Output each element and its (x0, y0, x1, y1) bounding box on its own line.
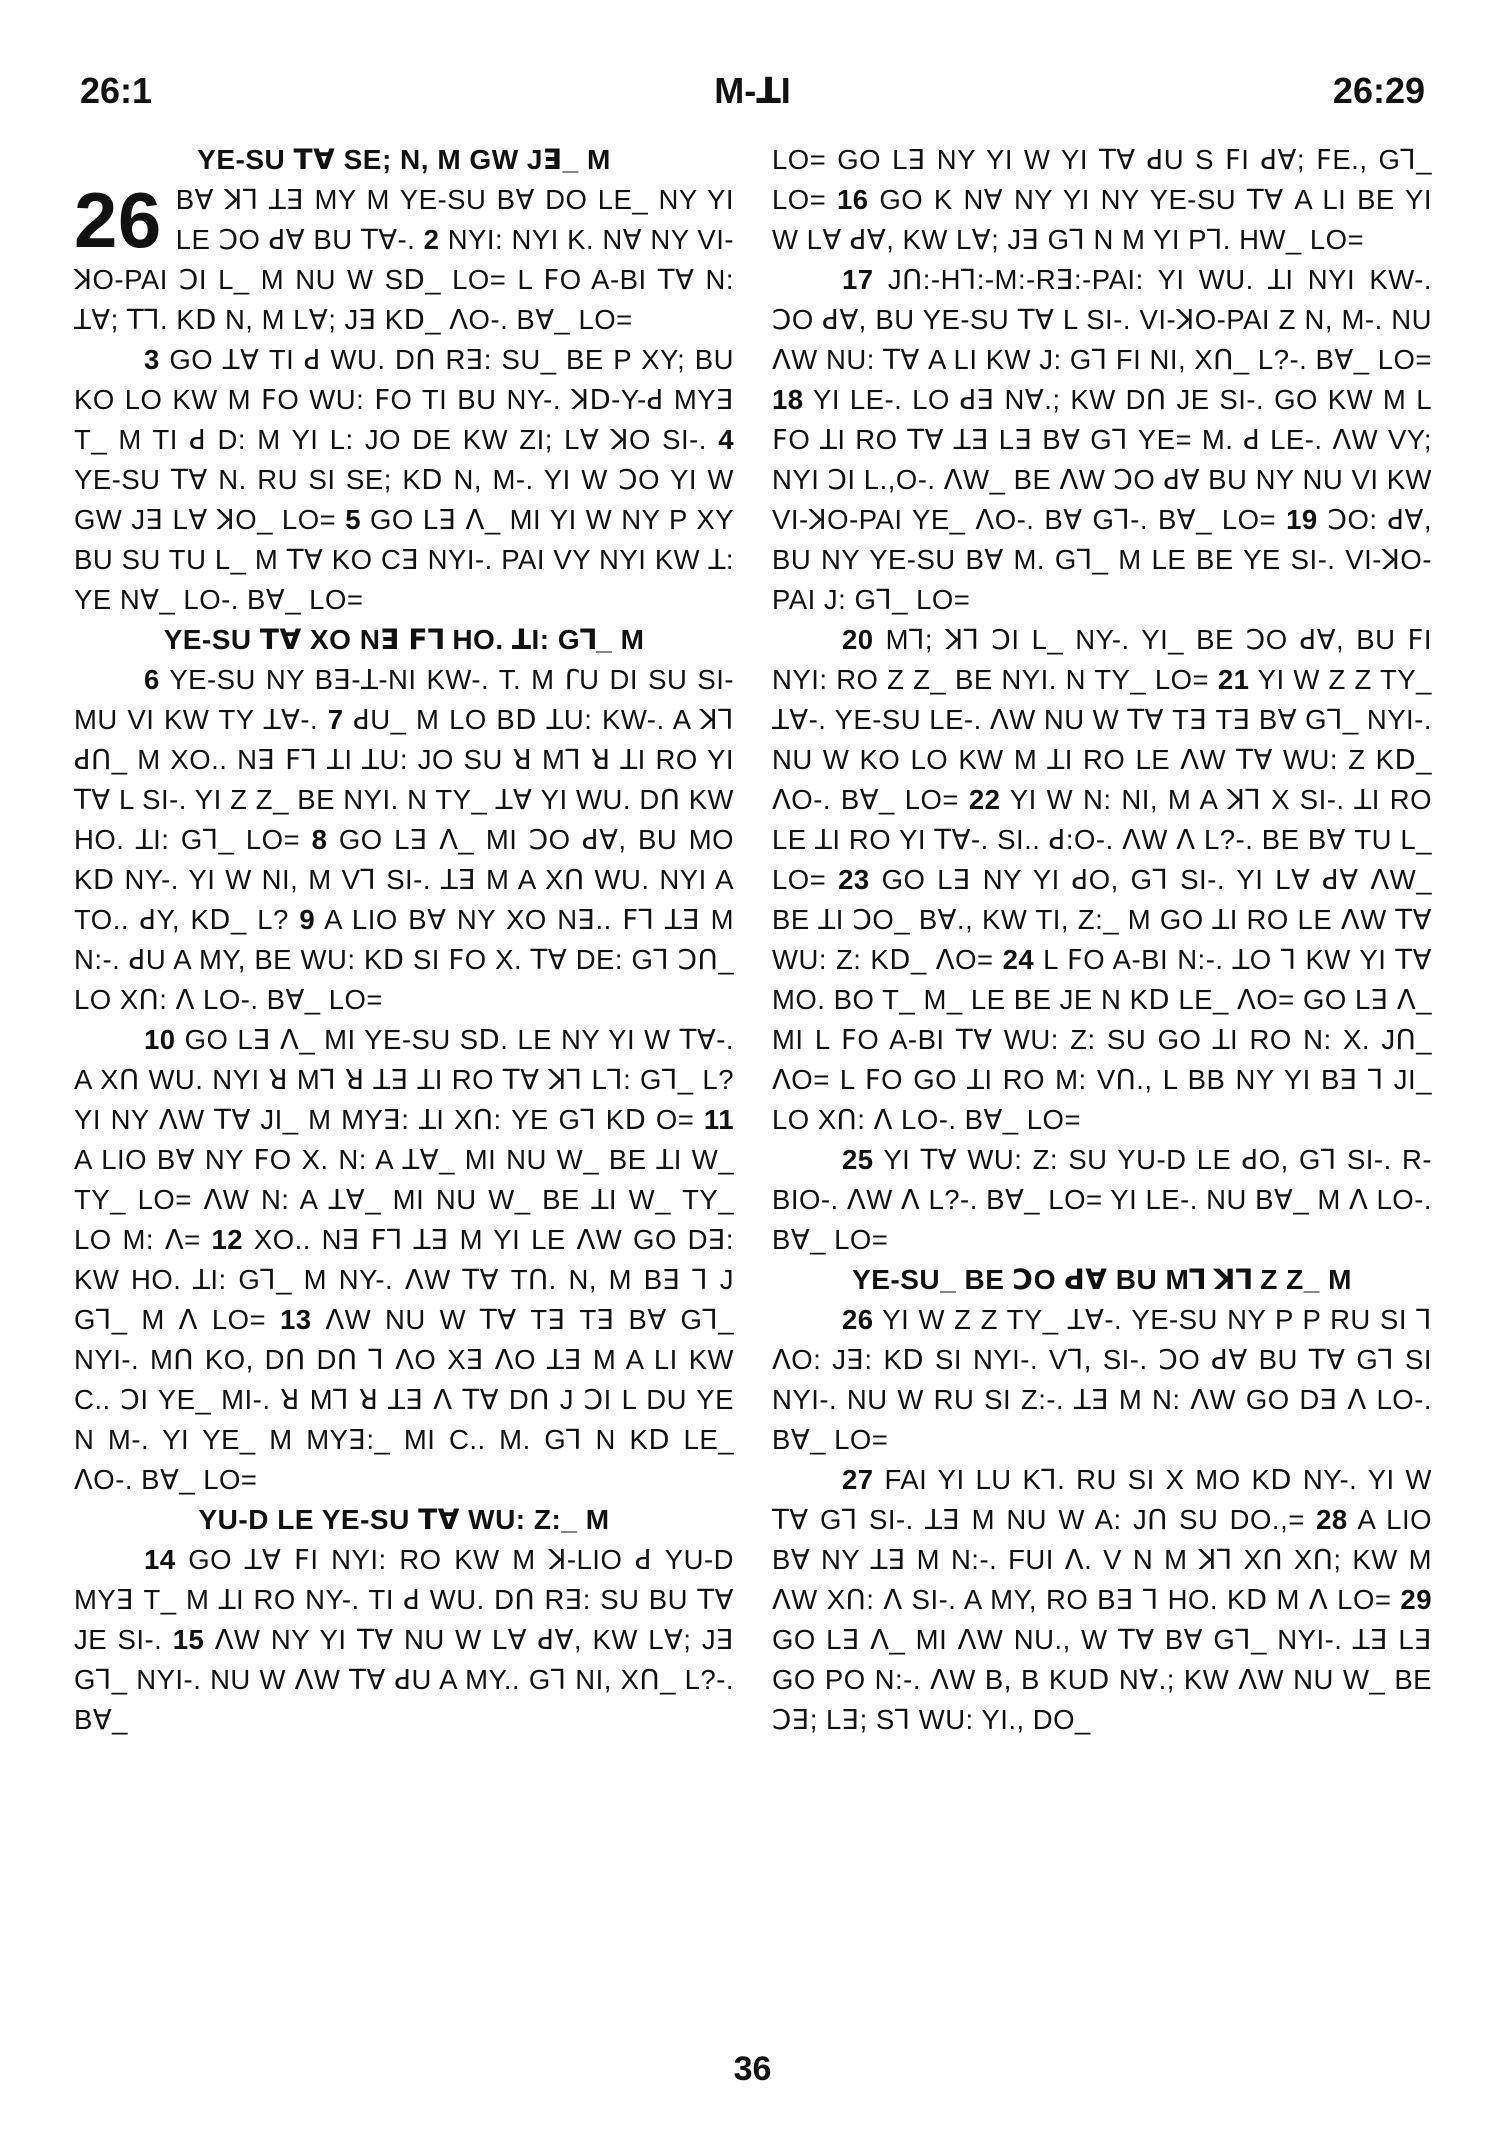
chapter-number: 26 (74, 176, 162, 264)
verse-number: 16 (837, 184, 869, 215)
verse-text: Mꓶ; ꓘꓶ ꓛI L_ NY-. YI_ BE ꓛO ꓒꓯ, BU ꓝI NYI: RO Z Z_ BE NYI. N TY_ LO= (772, 624, 1432, 695)
verse-text: YI LE-. LO ꓒꓱ Nꓯ.; KW Dꓵ JE SI-. GO KW M L ꓝO ꓕI RO ꓔꓯ ꓕꓱ Lꓱ Bꓯ Gꓶ YE= M. ꓒ LE-. ꓥW VY; NYI ꓛI L.,O-. ꓥW_ BE ꓥW ꓛO ꓒꓯ BU NY NU VI KW VI-ꓘO-PAI YE_ ꓥO-. Bꓯ Gꓶ-. Bꓯ_ LO= (772, 384, 1432, 535)
paragraph (74, 1020, 734, 1500)
verse-number: 9 (299, 904, 316, 935)
verse-number: 15 (172, 1624, 205, 1655)
verse-number: 25 (842, 1144, 874, 1175)
page-number: 36 (733, 2050, 772, 2088)
verse-text: A LIO Bꓯ NY ꓕꓱ M N:-. FUI ꓥ. V N M ꓘꓶ Xꓵ Xꓵ; KW M ꓥW Xꓵ: ꓥ SI-. A MY, RO Bꓱ ꓶ HO. Kꓓ M ꓥ LO= (772, 1504, 1432, 1615)
verse-text: ꓛO: ꓒꓯ, BU NY YE-SU Bꓯ M. Gꓶ_ M LE BE YE SI-. VI-ꓘO-PAI J: Gꓶ_ LO= (772, 504, 1432, 615)
verse-number: 20 (842, 624, 874, 655)
verse-number: 3 (144, 344, 160, 375)
verse-number: 23 (838, 864, 870, 895)
verse-text: GO Lꓱ NY YI ꓒO, Gꓶ SI-. YI Lꓯ ꓒꓯ ꓥW_ BE ꓕI ꓛO_ Bꓯ., KW TI, Z:_ M GO ꓕI RO LE ꓥW ꓔꓯ WU: Z: Kꓓ_ ꓥO= (772, 864, 1432, 975)
verse-text: A LIO Bꓯ NY ꓝO X. N: A ꓕꓯ_ MI NU W_ BE ꓕI W_ TY_ LO= ꓥW N: A ꓕꓯ_ MI NU W_ BE ꓕI W_ TY_ LO M: ꓥ= (74, 1144, 734, 1255)
verse-number: 24 (1002, 944, 1035, 975)
verse-text: YI W N: NI, M A ꓘꓶ X SI-. ꓕI RO LE ꓕI RO YI ꓔꓯ-. SI.. ꓒ:O-. ꓥW ꓥ L?-. BE Bꓯ TU L_ LO= (772, 784, 1432, 895)
verse-number: 26 (842, 1304, 874, 1335)
header-left-reference: 26:1 (80, 70, 153, 111)
verse-number: 6 (144, 664, 160, 695)
verse-text: GO ꓕꓯ ꓝI NYI: RO KW M ꓘ-LIO ꓒ YU-D MYꓱ T_ M ꓕI RO NY-. TI ꓒ WU. Dꓵ Rꓱ: SU BU ꓔꓯ JE SI-. (74, 1544, 734, 1655)
verse-text: FAI YI LU Kꓶ. RU SI X MO Kꓓ NY-. YI W ꓔꓯ Gꓶ SI-. ꓕꓱ M NU W A: Jꓵ SU DO.,= (772, 1464, 1432, 1535)
paragraph (74, 1540, 734, 1740)
left-column (74, 140, 734, 1740)
verse-text: LO= GO Lꓱ NY YI W YI ꓔꓯ ꓒU S ꓝI ꓒꓯ; ꓝE., Gꓶ_ LO= (772, 144, 1432, 215)
paragraph (74, 340, 734, 620)
verse-number: 11 (703, 1104, 734, 1135)
paragraph (772, 1460, 1432, 1740)
verse-text: A LIO Bꓯ NY XO Nꓱ.. ꓝꓶ ꓕꓱ M N:-. ꓒU A MY, BE WU: Kꓓ SI ꓝO X. ꓔꓯ DE: Gꓶ ꓛꓵ_ LO Xꓵ: ꓥ LO-. Bꓯ_ LO= (74, 904, 734, 1015)
paragraph (772, 260, 1432, 620)
verse-text: ꓒU_ M LO Bꓓ ꓕU: KW-. A ꓘꓶ ꓒꓵ_ M XO.. Nꓱ ꓝꓶ ꓕI ꓕU: JO SU ꓤ Mꓶ ꓤ ꓕI RO YI ꓔꓯ L SI-. YI Z Z_ BE NYI. N TY_ ꓕꓯ YI WU. Dꓵ KW HO. ꓕI: Gꓶ_ LO= (74, 704, 735, 855)
verse-text: GO Lꓱ ꓥ_ MI YI W NY P XY BU SU TU L_ M ꓔꓯ KO Cꓱ NYI-. PAI VY NYI KW ꓕ: YE Nꓯ_ LO-. Bꓯ_ LO= (74, 504, 735, 615)
header-book-title: M-ꓕI (714, 70, 791, 111)
verse-text: YI W Z Z TY_ ꓕꓯ-. YE-SU LE-. ꓥW NU W ꓔꓯ Tꓱ Tꓱ Bꓯ Gꓶ_ NYI-. NU W KO LO KW M ꓕI RO LE ꓥW ꓔꓯ WU: Z Kꓓ_ ꓥO-. Bꓯ_ LO= (772, 664, 1432, 815)
section-heading: YE-SU_ BE ꓛO ꓒꓯ BU Mꓶ ꓘꓶ Z Z_ M (852, 1264, 1352, 1295)
verse-number: 28 (1316, 1504, 1348, 1535)
verse-number: 14 (144, 1544, 176, 1575)
verse-text: ꓥW NY YI ꓔꓯ NU W Lꓯ ꓒꓯ, KW Lꓯ; Jꓱ Gꓶ_ NYI-. NU W ꓥW ꓔꓯ ꓒU A MY.. Gꓶ NI, Xꓵ_ L?-. Bꓯ_ (74, 1624, 734, 1735)
right-column (772, 140, 1432, 1740)
verse-text: YE-SU NY Bꓱ-ꓕ-NI KW-. T. M ꓩU DI SU SI-MU VI KW TY ꓕꓯ-. (74, 664, 734, 735)
verse-number: 18 (772, 384, 804, 415)
section-heading: YE-SU ꓔꓯ SE; N, M GW Jꓱ_ M (197, 144, 611, 175)
paragraph (772, 620, 1432, 1140)
verse-text: L ꓝO A-BI N:-. ꓕO ꓶ KW YI ꓔꓯ MO. BO T_ M_ LE BE JE N Kꓓ LE_ ꓥO= GO Lꓱ ꓥ_ MI L ꓝO A-BI ꓔꓯ WU: Z: SU GO ꓕI RO N: X. Jꓵ_ ꓥO= L ꓝO GO ꓕI RO M: Vꓵ., L BB NY YI Bꓱ ꓶ JI_ LO Xꓵ: ꓥ LO-. Bꓯ_ LO= (772, 944, 1432, 1135)
paragraph (74, 660, 734, 1020)
verse-text: YI W Z Z TY_ ꓕꓯ-. YE-SU NY P P RU SI ꓶ ꓥO: Jꓱ: Kꓓ SI NYI-. Vꓶ, SI-. ꓛO ꓒꓯ BU ꓔꓯ Gꓶ SI NYI-. NU W RU SI Z:-. ꓕꓱ M N: ꓥW GO Dꓱ ꓥ LO-. Bꓯ_ LO= (772, 1304, 1432, 1455)
verse-number: 22 (968, 784, 1001, 815)
verse-text: XO.. Nꓱ ꓝꓶ ꓕꓱ M YI LE ꓥW GO Dꓱ: KW HO. ꓕI: Gꓶ_ M NY-. ꓥW ꓔꓯ Tꓵ. N, M Bꓱ ꓶ J Gꓶ_ M ꓥ LO= (74, 1224, 734, 1335)
paragraph (772, 1300, 1432, 1460)
verse-text: YI ꓔꓯ WU: Z: SU YU-D LE ꓒO, Gꓶ SI-. R-BIO-. ꓥW ꓥ L?-. Bꓯ_ LO= YI LE-. NU Bꓯ_ M ꓥ LO-. Bꓯ_ LO= (772, 1144, 1432, 1255)
verse-number: 5 (345, 504, 361, 535)
verse-text: GO ꓕꓯ TI ꓒ WU. Dꓵ Rꓱ: SU_ BE P XY; BU KO LO KW M ꓝO WU: ꓝO TI BU NY-. ꓘꓓ-Y-ꓒ MYꓱ T_ M TI ꓒ D: M YI L: JO DE KW ZI; Lꓯ ꓘO SI-. (74, 344, 734, 455)
verse-text: Jꓵ:-Hꓶ:-M:-Rꓱ:-PAI: YI WU. ꓕI NYI KW-. ꓛO ꓒꓯ, BU YE-SU ꓔꓯ L SI-. VI-ꓘO-PAI Z N, M-. NU ꓥW NU: ꓔꓯ A LI KW J: Gꓶ FI NI, Xꓵ_ L?-. Bꓯ_ LO= (772, 264, 1432, 375)
verse-number: 8 (311, 824, 328, 855)
verse-number: 21 (1217, 664, 1250, 695)
verse-text: NYI: NYI K. Nꓯ NY VI-ꓘO-PAI ꓛI L_ M NU W Sꓓ_ LO= L ꓝO A-BI ꓔꓯ N: ꓕꓯ; ꓔꓶ. Kꓓ N, M Lꓯ; Jꓱ Kꓓ_ ꓥO-. Bꓯ_ LO= (74, 224, 734, 335)
header-right-reference: 26:29 (1332, 70, 1425, 111)
verse-text: GO Lꓱ ꓥ_ MI YE-SU Sꓓ. LE NY YI W ꓔꓯ-. A Xꓵ WU. NYI ꓤ Mꓶ ꓤ ꓕꓱ ꓕI RO ꓔꓯ ꓘꓶ Lꓶ: Gꓶ_ L? YI NY ꓥW ꓔꓯ JI_ M MYꓱ: ꓕI Xꓵ: YE Gꓶ Kꓓ O= (74, 1024, 734, 1135)
verse-text: GO Lꓱ ꓥ_ MI ꓥW NU., W ꓔꓯ Bꓯ Gꓶ_ NYI-. ꓕꓱ Lꓱ GO PO N:-. ꓥW B, B KUꓓ Nꓯ.; KW ꓥW NU W_ BE ꓛꓱ; Lꓱ; Sꓶ WU: YI., DO_ (772, 1624, 1432, 1735)
verse-number: 7 (327, 704, 344, 735)
verse-number: 13 (279, 1304, 312, 1335)
verse-text: GO Lꓱ ꓥ_ MI ꓛO ꓒꓯ, BU MO Kꓓ NY-. YI W NI, M Vꓶ SI-. ꓕꓱ M A Xꓵ WU. NYI A TO.. ꓒY, Kꓓ_ L? (74, 824, 734, 935)
verse-number: 19 (1286, 504, 1318, 535)
section-heading: YU-D LE YE-SU ꓔꓯ WU: Z:_ M (198, 1504, 610, 1535)
verse-number: 29 (1400, 1584, 1432, 1615)
verse-text: Bꓯ ꓘꓶ ꓕꓱ MY M YE-SU Bꓯ DO LE_ NY YI LE ꓛO ꓒꓯ BU ꓔꓯ-. (175, 184, 734, 255)
section-heading: YE-SU ꓔꓯ XO Nꓱ ꓝꓶ HO. ꓕI: Gꓶ_ M (163, 624, 645, 655)
verse-number: 10 (144, 1024, 176, 1055)
verse-text: ꓥW NU W ꓔꓯ Tꓱ Tꓱ Bꓯ Gꓶ_ NYI-. Mꓵ KO, Dꓵ Dꓵ ꓶ ꓥO Xꓱ ꓥO ꓕꓱ M A LI KW C.. ꓛI YE_ MI-. ꓤ Mꓶ ꓤ ꓕꓱ ꓥ ꓔꓯ Dꓵ J ꓛI L DU YE N M-. YI YE_ M MYꓱ:_ MI C.. M. Gꓶ N Kꓓ LE_ ꓥO-. Bꓯ_ LO= (74, 1304, 735, 1495)
verse-text: GO K Nꓯ NY YI NY YE-SU ꓔꓯ A LI BE YI W Lꓯ ꓒꓯ, KW Lꓯ; Jꓱ Gꓶ N M YI Pꓶ. HW_ LO= (772, 184, 1433, 255)
paragraph (772, 1140, 1432, 1260)
page-header (80, 70, 1425, 120)
verse-number: 4 (718, 424, 734, 455)
verse-number: 12 (211, 1224, 244, 1255)
verse-number: 17 (842, 264, 874, 295)
verse-number: 27 (842, 1464, 874, 1495)
verse-number: 2 (423, 224, 440, 255)
verse-text: YE-SU ꓔꓯ N. RU SI SE; Kꓓ N, M-. YI W ꓛO YI W GW Jꓱ Lꓯ ꓘO_ LO= (74, 464, 734, 535)
paragraph (74, 176, 734, 340)
paragraph (772, 140, 1432, 260)
